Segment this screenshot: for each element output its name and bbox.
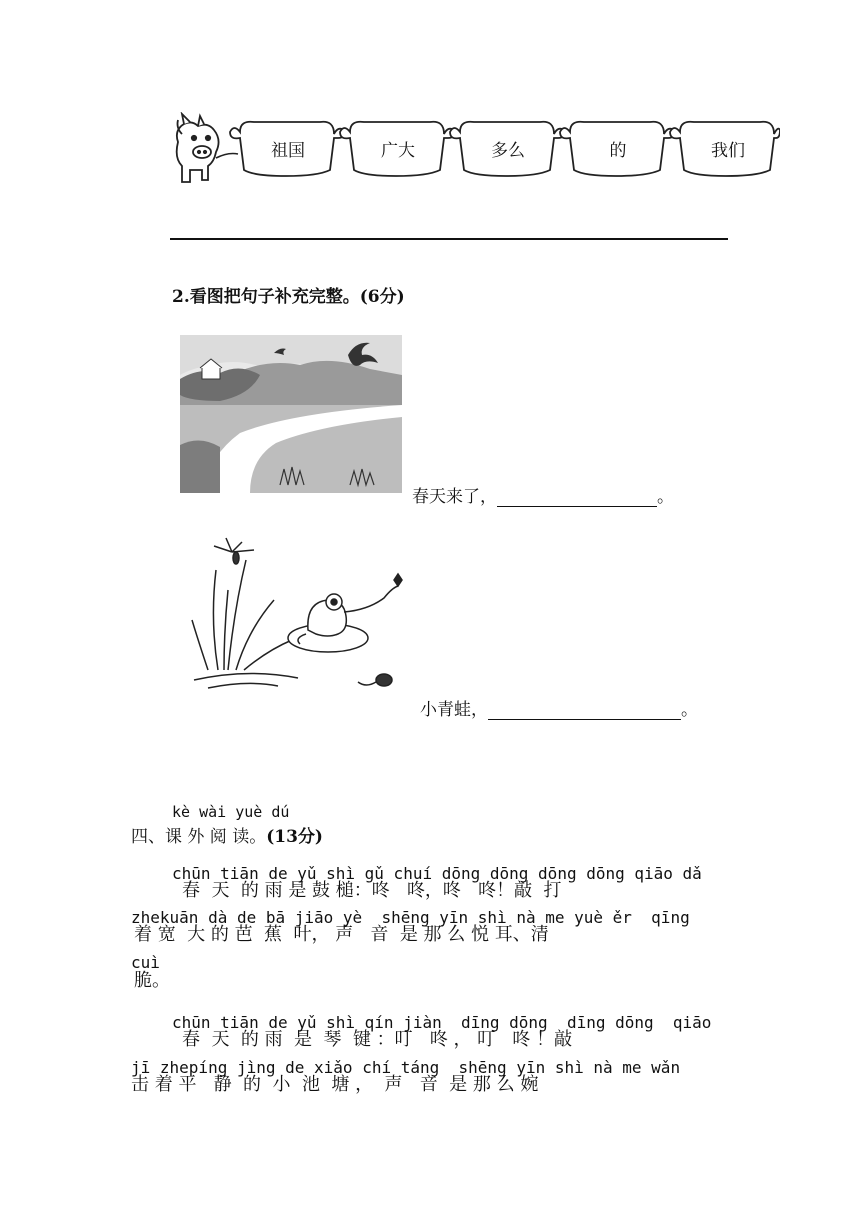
section-4-pinyin: kè wài yuè dú <box>172 803 290 821</box>
sentence-1-blank[interactable] <box>497 488 657 507</box>
sentence-2-suffix: 。 <box>681 700 698 720</box>
sentence-1 <box>412 482 674 507</box>
section-4-score: (13分) <box>266 827 323 847</box>
sentence-2-prefix: 小青蛙， <box>420 700 488 720</box>
sentence-2 <box>420 695 698 720</box>
word-card-1: 祖国 <box>271 140 305 161</box>
section-4-title-text: 四、课 外 阅 读。 <box>131 827 267 847</box>
frog-pond-illustration <box>188 530 408 696</box>
sentence-1-prefix: 春天来了， <box>412 487 497 507</box>
p2-line1-hanzi: 春 天 的 雨 是 琴 键 ：叮 咚 ， 叮 咚 ！敲 <box>182 1029 573 1050</box>
p1-line1-pinyin: chūn tiān de yǔ shì gǔ chuí dōng dōng dōng dōng qiāo dǎ <box>172 864 702 883</box>
sentence-answer-line[interactable] <box>170 238 728 240</box>
spring-landscape-illustration <box>180 335 402 493</box>
sentence-2-blank[interactable] <box>488 701 681 720</box>
word-train <box>168 112 780 190</box>
word-card-3: 多么 <box>491 140 525 161</box>
p2-line2-hanzi: 击 着 平 静 的 小 池 塘 ， 声 音 是 那 么 婉 <box>131 1074 539 1095</box>
p1-line1-hanzi: 春 天 的 雨 是 鼓 槌：咚 咚，咚 咚！敲 打 <box>182 880 562 901</box>
word-card-2: 广大 <box>381 140 415 161</box>
p1-line3-pinyin: cuì <box>131 953 160 972</box>
word-card-5: 我们 <box>711 140 745 161</box>
question-2-title: 2.看图把句子补充完整。(6分) <box>172 287 405 307</box>
p1-line2-pinyin: zhekuān dà de bā jiāo yè shēng yīn shì nà me yuè ěr qīng <box>131 908 690 927</box>
p2-line1-pinyin: chūn tiān de yǔ shì qín jiàn dīng dōng dīng dōng qiāo <box>172 1013 712 1032</box>
p1-line2-hanzi: 着 宽 大 的 芭 蕉 叶， 声 音 是 那 么 悦 耳、清 <box>134 924 549 945</box>
p2-line2-pinyin: jī zhepíng jìng de xiǎo chí táng shēng yīn shì nà me wǎn <box>131 1058 681 1077</box>
word-card-4: 的 <box>609 140 627 161</box>
section-4-title <box>131 822 323 847</box>
horse-icon <box>177 114 219 182</box>
p1-line3-hanzi: 脆。 <box>134 970 170 991</box>
sentence-1-suffix: 。 <box>657 487 674 507</box>
